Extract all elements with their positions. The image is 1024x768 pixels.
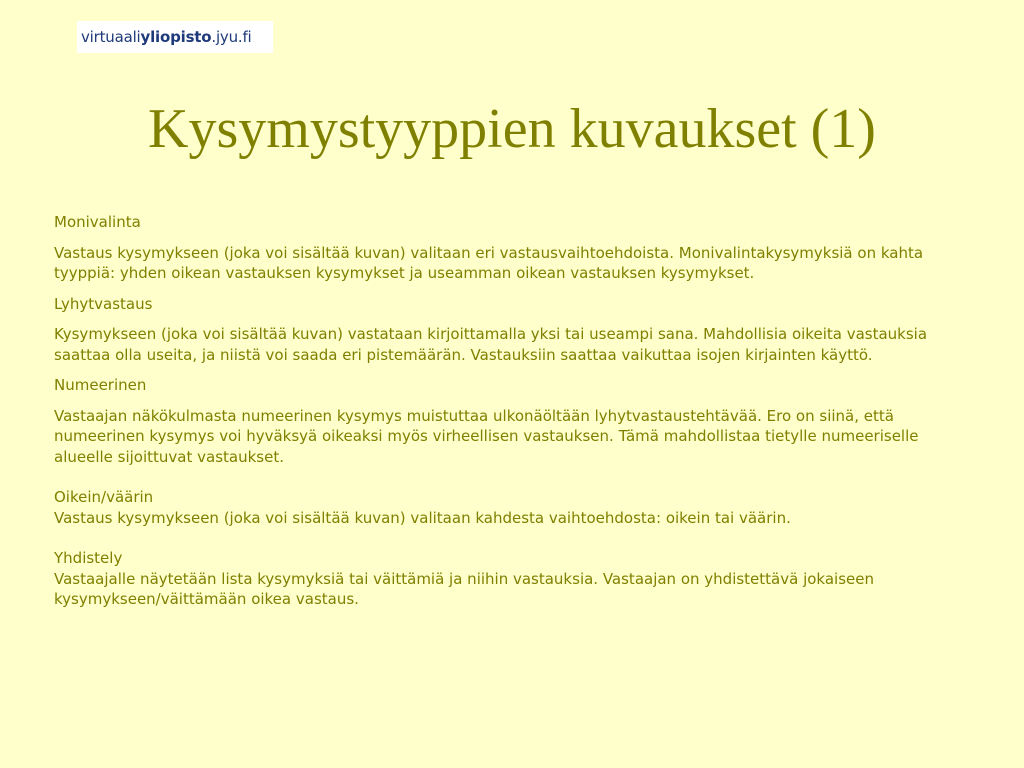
lyhytvastaus-heading: Lyhytvastaus: [54, 294, 153, 313]
lyhytvastaus-text: Kysymykseen (joka voi sisältää kuvan) vastataan kirjoittamalla yksi tai useampi sana. Mahdollisia oikeita vastauksia saattaa olla useita, ja niistä voi saada eri pistemäärän. Vastauksiin saattaa vaikuttaa isojen kirjainten käyttö.: [54, 325, 928, 364]
content-body: [54, 212, 974, 610]
yhdistely-heading: Yhdistely: [54, 549, 123, 567]
numeerinen-text: Vastaajan näkökulmasta numeerinen kysymys muistuttaa ulkonäöltään lyhytvastaustehtävää. Ero on siinä, että numeerinen kysymys voi hyväksyä oikeaksi myös virheellisen vastauksen. Tämä mahdollistaa tietylle numeeriselle alueelle sijoittuvat vastaukset.: [54, 406, 919, 466]
logo: [77, 21, 273, 53]
numeerinen-heading: Numeerinen: [54, 376, 147, 394]
logo-prefix: virtuaali: [81, 28, 141, 46]
monivalinta-heading: Monivalinta: [54, 213, 141, 231]
oikein-heading: Oikein/väärin: [54, 488, 154, 506]
logo-suffix: .jyu.fi: [211, 28, 252, 46]
spacer: [54, 467, 974, 477]
monivalinta-text: Vastaus kysymykseen (joka voi sisältää kuvan) valitaan eri vastausvaihtoehdoista. Monivalintakysymyksiä on kahta tyyppiä: yhden oikean vastauksen kysymykset ja useamman oikean vastauksen kysymykset.: [54, 243, 924, 282]
oikein-text: Vastaus kysymykseen (joka voi sisältää kuvan) valitaan kahdesta vaihtoehdosta: oikein tai väärin.: [54, 508, 791, 527]
yhdistely-text: Vastaajalle näytetään lista kysymyksiä tai väittämiä ja niihin vastauksia. Vastaajan on yhdistettävä jokaiseen kysymykseen/väittämään oikea vastaus.: [54, 569, 874, 608]
spacer: [54, 528, 974, 548]
logo-bold: yliopisto: [140, 28, 212, 46]
page-title: Kysymystyyppien kuvaukset (1): [148, 98, 876, 160]
